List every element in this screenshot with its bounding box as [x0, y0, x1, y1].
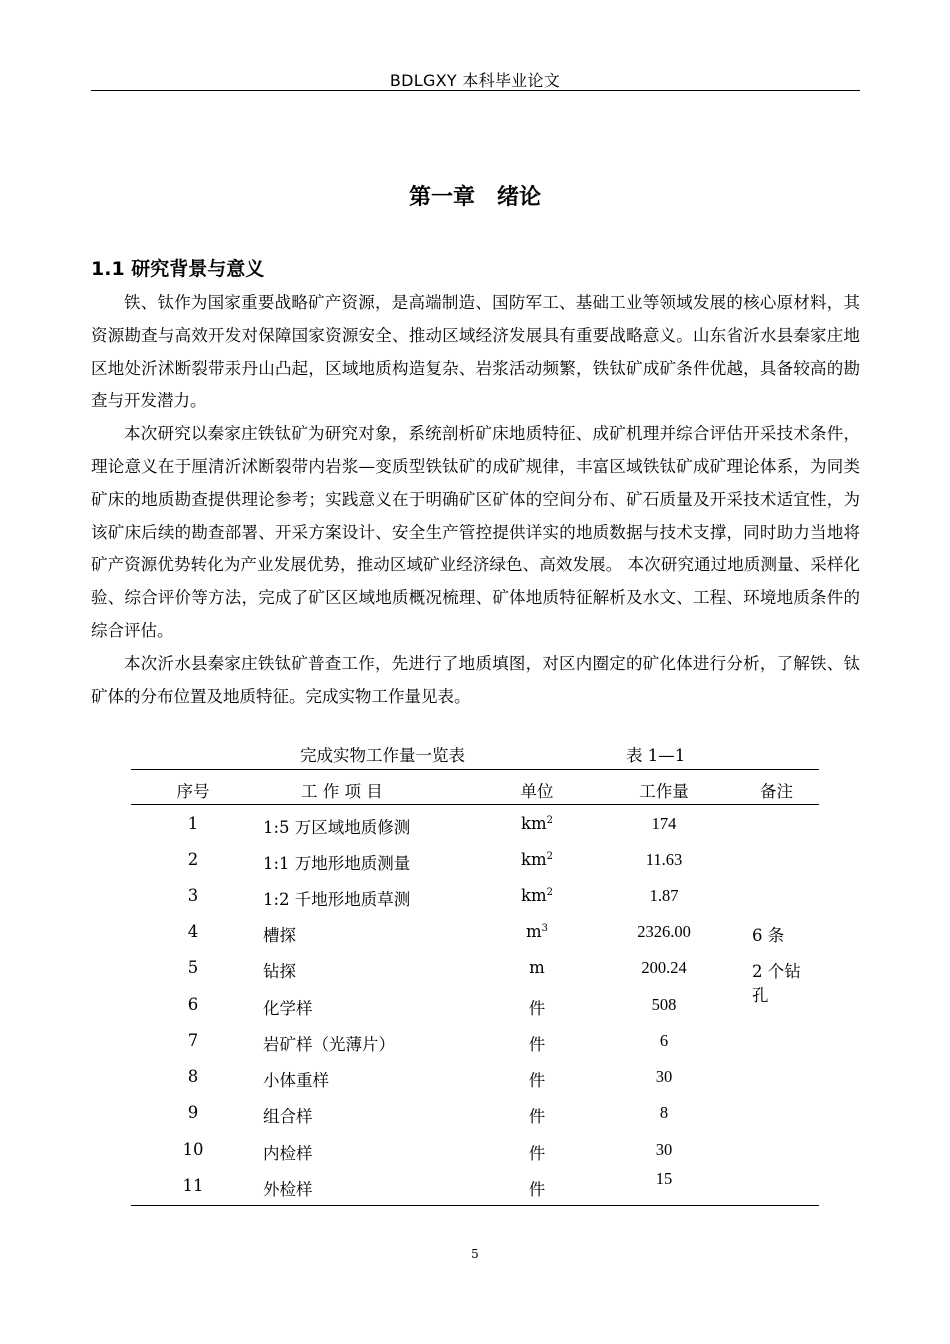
- row-item: 1:5 万区域地质修测: [263, 818, 411, 837]
- paragraph-3: 本次沂水县秦家庄铁钛矿普查工作，先进行了地质填图，对区内圈定的矿化体进行分析，了解铁、钛矿体的分布位置及地质特征。完成实物工作量见表。: [91, 653, 860, 706]
- row-note: 6 条: [752, 926, 785, 945]
- row-unit: [507, 1140, 567, 1164]
- row-item: 外检样: [263, 1180, 313, 1199]
- row-unit-exponent: 2: [546, 851, 554, 862]
- row-no: 1: [187, 814, 199, 833]
- row-no: 7: [187, 1031, 199, 1050]
- table-caption: 完成实物工作量一览表: [300, 746, 465, 765]
- row-unit: [507, 1067, 567, 1091]
- row-no: 2: [187, 850, 199, 869]
- row-unit: [507, 995, 567, 1019]
- row-no: 9: [187, 1103, 199, 1122]
- row-amount: 1.87: [649, 886, 679, 905]
- row-amount: 2326.00: [637, 922, 691, 941]
- row-no: 5: [187, 958, 199, 977]
- row-unit: [507, 958, 567, 977]
- row-unit: [507, 1103, 567, 1127]
- running-header: BDLGXY 本科毕业论文: [389, 71, 561, 90]
- row-unit-text: km: [520, 886, 547, 905]
- section-heading: 1.1 研究背景与意义: [91, 258, 265, 280]
- row-unit-text: 件: [528, 1144, 546, 1163]
- body-text: [91, 287, 860, 713]
- table-number: 表 1—1: [626, 746, 686, 765]
- row-unit-text: 件: [528, 1180, 546, 1199]
- row-item: 小体重样: [263, 1071, 329, 1090]
- header-amount: 工作量: [639, 782, 689, 801]
- page-number: 5: [471, 1247, 479, 1261]
- row-amount: 6: [659, 1031, 669, 1050]
- chapter-title: 第一章 绪论: [408, 185, 541, 210]
- row-no: 11: [182, 1176, 204, 1195]
- row-amount: 30: [655, 1067, 673, 1086]
- row-note: 2 个钻孔: [752, 962, 801, 1005]
- row-amount: 15: [655, 1169, 673, 1188]
- header-item: 工 作 项 目: [301, 782, 383, 801]
- row-unit: [507, 922, 567, 941]
- header-unit: 单位: [520, 782, 554, 801]
- row-no: 4: [187, 922, 199, 941]
- row-item: 槽探: [263, 926, 296, 945]
- paragraph-1: 铁、钛作为国家重要战略矿产资源，是高端制造、国防军工、基础工业等领域发展的核心原材料，其资源勘查与高效开发对保障国家资源安全、推动区域经济发展具有重要战略意义。山东省沂水县秦家庄地区地处沂沭断裂带汞丹山凸起，区域地质构造复杂、岩浆活动频繁，铁钛矿成矿条件优越，具备较高的勘查与开发潜力。: [91, 293, 860, 411]
- header-rule: [91, 90, 860, 91]
- row-item: 组合样: [263, 1107, 313, 1126]
- table-top-rule: [131, 769, 819, 770]
- row-item: 岩矿样（光薄片）: [263, 1035, 395, 1054]
- row-amount: 174: [651, 814, 677, 833]
- row-unit: [507, 1031, 567, 1055]
- row-item: 1:2 千地形地质草测: [263, 890, 411, 909]
- header-no: 序号: [176, 782, 210, 801]
- row-unit-text: km: [520, 814, 547, 833]
- row-unit-exponent: 2: [546, 887, 554, 898]
- row-amount: 8: [659, 1103, 669, 1122]
- table-header-rule: [131, 804, 819, 805]
- row-item: 钻探: [263, 962, 296, 981]
- row-unit: [507, 886, 567, 905]
- row-unit: [507, 850, 567, 869]
- row-no: 10: [182, 1140, 204, 1159]
- row-item: 化学样: [263, 999, 313, 1018]
- row-item: 1:1 万地形地质测量: [263, 854, 411, 873]
- row-unit-text: m: [529, 958, 545, 977]
- row-unit-exponent: 3: [541, 923, 549, 934]
- row-unit-text: m: [525, 922, 542, 941]
- row-amount: 508: [651, 995, 677, 1014]
- row-unit-text: 件: [528, 1071, 546, 1090]
- header-note: 备注: [760, 782, 793, 801]
- row-no: 3: [187, 886, 199, 905]
- row-no: 6: [187, 995, 199, 1014]
- row-amount: 30: [655, 1140, 673, 1159]
- row-amount: 11.63: [645, 850, 683, 869]
- row-unit-exponent: 2: [546, 815, 554, 826]
- table-bottom-rule: [131, 1205, 819, 1206]
- row-unit-text: 件: [528, 1035, 546, 1054]
- row-amount: 200.24: [641, 958, 687, 977]
- row-unit-text: 件: [528, 999, 546, 1018]
- paragraph-2: 本次研究以秦家庄铁钛矿为研究对象，系统剖析矿床地质特征、成矿机理并综合评估开采技术条件，理论意义在于厘清沂沭断裂带内岩浆—变质型铁钛矿的成矿规律，丰富区域铁钛矿成矿理论体系，为同类矿床的地质勘查提供理论参考；实践意义在于明确矿区矿体的空间分布、矿石质量及开采技术适宜性，为该矿床后续的勘查部署、开采方案设计、安全生产管控提供详实的地质数据与技术支撑，同时助力当地将矿产资源优势转化为产业发展优势，推动区域矿业经济绿色、高效发展。 本次研究通过地质测量、采样化验、综合评价等方法，完成了矿区区域地质概况梳理、矿体地质特征解析及水文、工程、环境地质条件的综合评估。: [91, 424, 860, 640]
- row-unit: [507, 1176, 567, 1200]
- row-no: 8: [187, 1067, 199, 1086]
- row-unit: [507, 814, 567, 833]
- row-item: 内检样: [263, 1144, 313, 1163]
- row-unit-text: 件: [528, 1107, 546, 1126]
- row-unit-text: km: [520, 850, 547, 869]
